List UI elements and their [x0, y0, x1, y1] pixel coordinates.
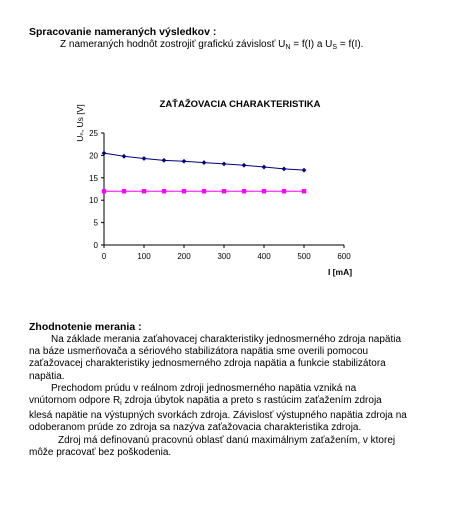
y-tick-label: 20 — [89, 151, 98, 161]
x-tick-label: 300 — [217, 252, 231, 261]
instruction-text-prefix: Z nameraných hodnôt zostrojiť grafickú závislosť U — [60, 39, 286, 50]
instruction-text-mid: = f(I) a U — [290, 39, 333, 50]
series-2-point — [162, 189, 166, 193]
series-1-point — [282, 166, 287, 171]
series-2-point — [182, 189, 186, 193]
series-1-point — [262, 165, 267, 170]
series-2-point — [122, 189, 126, 193]
x-tick-label: 100 — [137, 252, 151, 261]
x-tick-label: 500 — [297, 252, 311, 261]
series-1-point — [242, 163, 247, 168]
series-1-point — [182, 159, 187, 164]
evaluation-line — [29, 395, 459, 410]
subscript-s: S — [332, 44, 338, 51]
y-tick-label: 25 — [89, 129, 98, 138]
y-axis-label: Uₙ, Us [V] — [75, 104, 85, 142]
evaluation-line: Na základe merania zaťahovacej charakteristiky jednosmerného zdroja napätia — [51, 334, 402, 345]
y-tick-label: 5 — [93, 218, 98, 228]
x-tick-label: 200 — [177, 252, 191, 261]
evaluation-text-part: zdroja úbytok napätia a preto s rastúcim zaťažením zdroja — [121, 395, 382, 407]
evaluation-line: klesá napätie na výstupných svorkách zdroja. Závislosť výstupného napätia zdroja na — [29, 410, 407, 422]
evaluation-line: Prechodom prúdu v reálnom zdroji jednosmerného napätia vzniká na — [51, 382, 357, 394]
x-axis-label: I [mA] — [327, 267, 353, 277]
y-tick-label: 0 — [93, 241, 98, 250]
evaluation-text-part: vnútornom odpore R — [29, 395, 121, 407]
series-2-point — [302, 189, 306, 193]
evaluation-text — [29, 334, 459, 459]
series-1-point — [302, 168, 307, 173]
series-2-point — [242, 189, 246, 193]
subscript-n: N — [285, 44, 291, 51]
evaluation-line: Zdroj má definovanú pracovnú oblasť danú maximálnym zaťažením, v ktorej — [58, 434, 396, 446]
instruction-text-suffix: = f(I). — [337, 39, 364, 50]
series-2-point — [262, 189, 266, 193]
x-tick-label: 0 — [101, 252, 107, 261]
x-tick-label: 400 — [257, 252, 271, 261]
evaluation-line: na báze usmerňovača a sériového stabilizátora napätia sme overili pomocou — [29, 346, 369, 358]
evaluation-line: zaťažovacej charakteristiky jednosmerného zdroja napätia a funkcie stabilizátora — [29, 358, 386, 370]
series-1-point — [102, 151, 107, 156]
evaluation-line: napätia. — [29, 370, 65, 382]
series-2-point — [142, 189, 146, 193]
x-tick-label: 600 — [337, 252, 351, 261]
series-2-point — [222, 189, 226, 193]
section-heading-results: Spracovanie nameraných výsledkov : — [29, 26, 217, 38]
chart-title: ZAŤAŽOVACIA CHARAKTERISTIKA — [159, 99, 321, 110]
evaluation-line: odoberanom prúde zo zdroja sa nazýva zaťažovacia charakteristika zdroja. — [29, 422, 362, 434]
series-1-point — [202, 160, 207, 165]
series-1-point — [162, 158, 167, 163]
series-2-point — [102, 189, 106, 193]
series-1-point — [222, 162, 227, 167]
series-2-point — [202, 189, 206, 193]
y-tick-label: 15 — [89, 173, 98, 183]
y-tick-label: 10 — [89, 196, 98, 206]
series-2-point — [282, 189, 286, 193]
evaluation-line: môže pracovať bez poškodenia. — [29, 446, 172, 458]
series-1-point — [142, 156, 147, 161]
series-1-point — [122, 154, 127, 159]
subscript-i: i — [120, 400, 122, 408]
section-heading-evaluation: Zhodnotenie merania : — [29, 321, 142, 333]
